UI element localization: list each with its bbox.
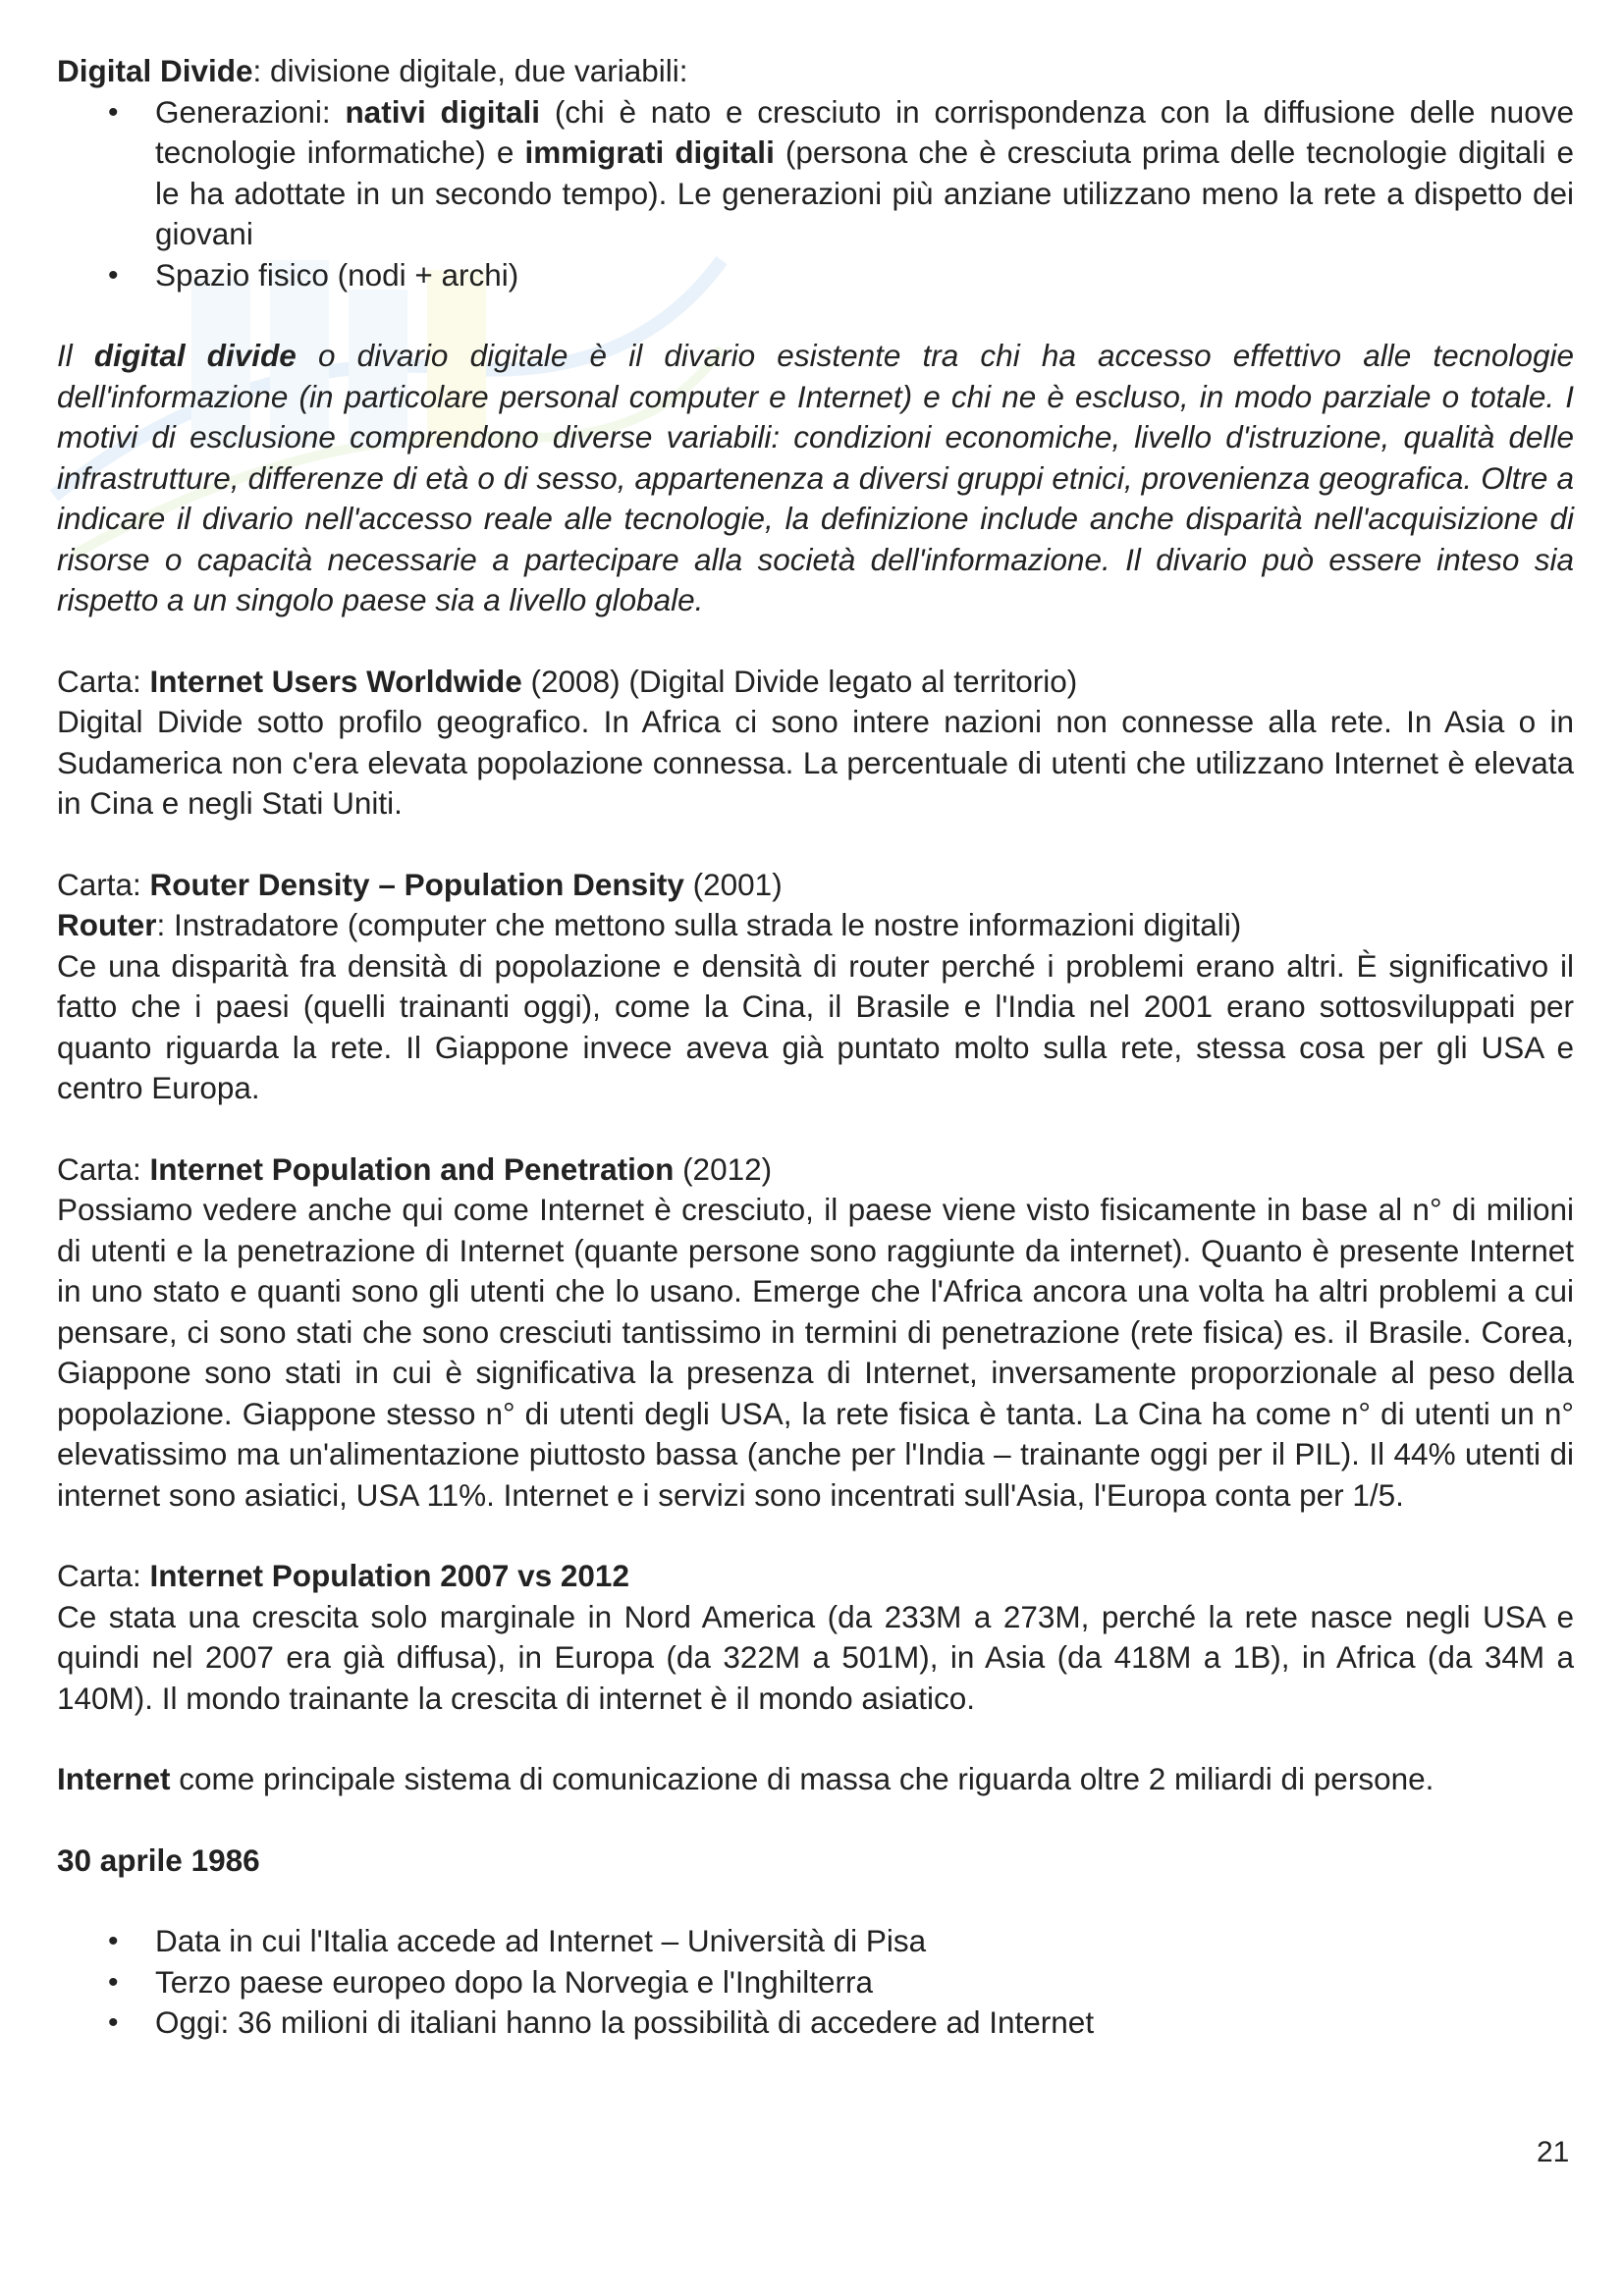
text: (2001) [683, 866, 783, 902]
date-heading [57, 1841, 1574, 1882]
text: Carta: [57, 663, 150, 699]
map-title: Internet Population 2007 vs 2012 [149, 1558, 629, 1593]
paragraph-internet-massa [57, 1759, 1574, 1800]
paragraph-internet-population-penetration: Possiamo vedere anche qui come Internet è cresciuto, il paese viene visto fisicamente in base al n° di milioni di utenti e la penetrazione di Internet (quante persone sono raggiunte da internet). Quanto è presente Internet in uno stato e quanti sono gli utenti che lo usano. Emerge che l'Africa ancora una volta ha altri problemi a cui pensare, ci sono stati che sono cresciuti tantissimo in termini di penetrazione (rete fisica) es. il Brasile. Corea, Giappone sono stati in cui è significativa la presenza di Internet, inversamente proporzionale al peso della popolazione. Giappone stesso n° di utenti degli USA, la rete fisica è tanta. La Cina ha come n° di utenti un n° elevatissimo ma un'alimentazione piuttosto bassa (anche per l'India – trainante oggi per il PIL). Il 44% utenti di internet sono asiatici, USA 11%. Internet e i servizi sono incentrati sull'Asia, l'Europa conta per 1/5. [57, 1192, 1574, 1513]
list-item: • Data in cui l'Italia accede ad Internet – Università di Pisa [57, 1921, 1574, 1962]
text: Generazioni: [155, 93, 346, 130]
heading-digital-divide [57, 51, 1574, 92]
list-item [57, 255, 1574, 296]
text: Il [57, 338, 94, 373]
map-title: Internet Users Worldwide [149, 663, 522, 699]
term-nativi-digitali: nativi digitali [345, 93, 541, 130]
list-item: • Terzo paese europeo dopo la Norvegia e l'Inghilterra [57, 1962, 1574, 2003]
term-router: Router [57, 907, 157, 942]
page-number: 21 [1537, 2136, 1570, 2168]
text: (2008) (Digital Divide legato al territorio) [521, 663, 1078, 699]
list-item: • Oggi: 36 milioni di italiani hanno la possibilità di accedere ad Internet [57, 2002, 1574, 2044]
list-italia-internet [57, 1921, 1574, 2044]
map-title: Router Density – Population Density [149, 866, 684, 902]
text: come principale sistema di comunicazione di massa che riguarda oltre 2 miliardi di persone. [170, 1761, 1434, 1796]
paragraph-internet-population-2007-2012: Ce stata una crescita solo marginale in Nord America (da 233M a 273M, perché la rete nasce negli USA e quindi nel 2007 era già diffusa), in Europa (da 322M a 501M), in Asia (da 418M a 1B), in Africa (da 34M a 140M). Il mondo trainante la crescita di internet è il mondo asiatico. [57, 1598, 1574, 1716]
list-item [57, 92, 1574, 255]
title-internet-users [57, 662, 1574, 703]
paragraph-definizione [57, 336, 1574, 621]
title-internet-population-penetration [57, 1149, 1574, 1191]
text: (persona che è cresciuta prima delle tecnologie digitali e le ha adottate in un secondo tempo). Le generazioni più anziane utilizzano meno la rete a dispetto dei giovani [155, 134, 1575, 251]
term-immigrati-digitali: immigrati digitali [524, 134, 775, 170]
date-text: 30 aprile 1986 [57, 1842, 260, 1878]
text: Carta: [57, 866, 150, 902]
router-definition [57, 905, 1574, 946]
text: o divario digitale è il divario esistente tra chi ha accesso effettivo alle tecnologie dell'informazione (in particolare personal computer e Internet) e chi ne è escluso, in modo parziale o totale. I motivi di esclusione comprendono diverse variabili: condizioni economiche, livello d'istruzione, qualità delle infrastrutture, differenze di età o di sesso, appartenenza a diversi gruppi etnici, provenienza geografica. Oltre a indicare il divario nell'accesso reale alle tecnologie, la definizione include anche disparità nell'acquisizione di risorse o capacità necessarie a partecipare alla società dell'informazione. Il divario può essere inteso sia rispetto a un singolo paese sia a livello globale. [57, 338, 1574, 617]
paragraph-router-density: Ce una disparità fra densità di popolazione e densità di router perché i problemi erano altri. È significativo il fatto che i paesi (quelli trainanti oggi), come la Cina, il Brasile e l'India nel 2001 erano sottosviluppati per quanto riguarda la rete. Il Giappone invece aveva già puntato molto sulla rete, stessa cosa per gli USA e centro Europa. [57, 947, 1574, 1105]
text: Spazio fisico (nodi + archi) [155, 256, 519, 293]
term-internet: Internet [57, 1761, 171, 1796]
map-title: Internet Population and Penetration [149, 1150, 675, 1187]
document-body [57, 51, 1574, 2044]
text: (2012) [674, 1150, 773, 1187]
term-digital-divide: digital divide [93, 338, 297, 373]
title-router-density [57, 865, 1574, 906]
text: (chi è nato e cresciuto in corrispondenza con la diffusione delle nuove tecnologie informatiche) e [155, 93, 1574, 170]
text: Carta: [57, 1150, 150, 1187]
heading-rest: : divisione digitale, due variabili: [252, 53, 688, 88]
text: Carta: [57, 1558, 150, 1593]
title-internet-population-2007-2012 [57, 1556, 1574, 1597]
term-digital-divide: Digital Divide [57, 53, 253, 88]
list-variabili [57, 92, 1574, 296]
paragraph-internet-users: Digital Divide sotto profilo geografico. In Africa ci sono intere nazioni non connesse alla rete. In Asia o in Sudamerica non c'era elevata popolazione connessa. La percentuale di utenti che utilizzano Internet è elevata in Cina e negli Stati Uniti. [57, 704, 1574, 821]
text: : Instradatore (computer che mettono sulla strada le nostre informazioni digitali) [156, 907, 1242, 942]
